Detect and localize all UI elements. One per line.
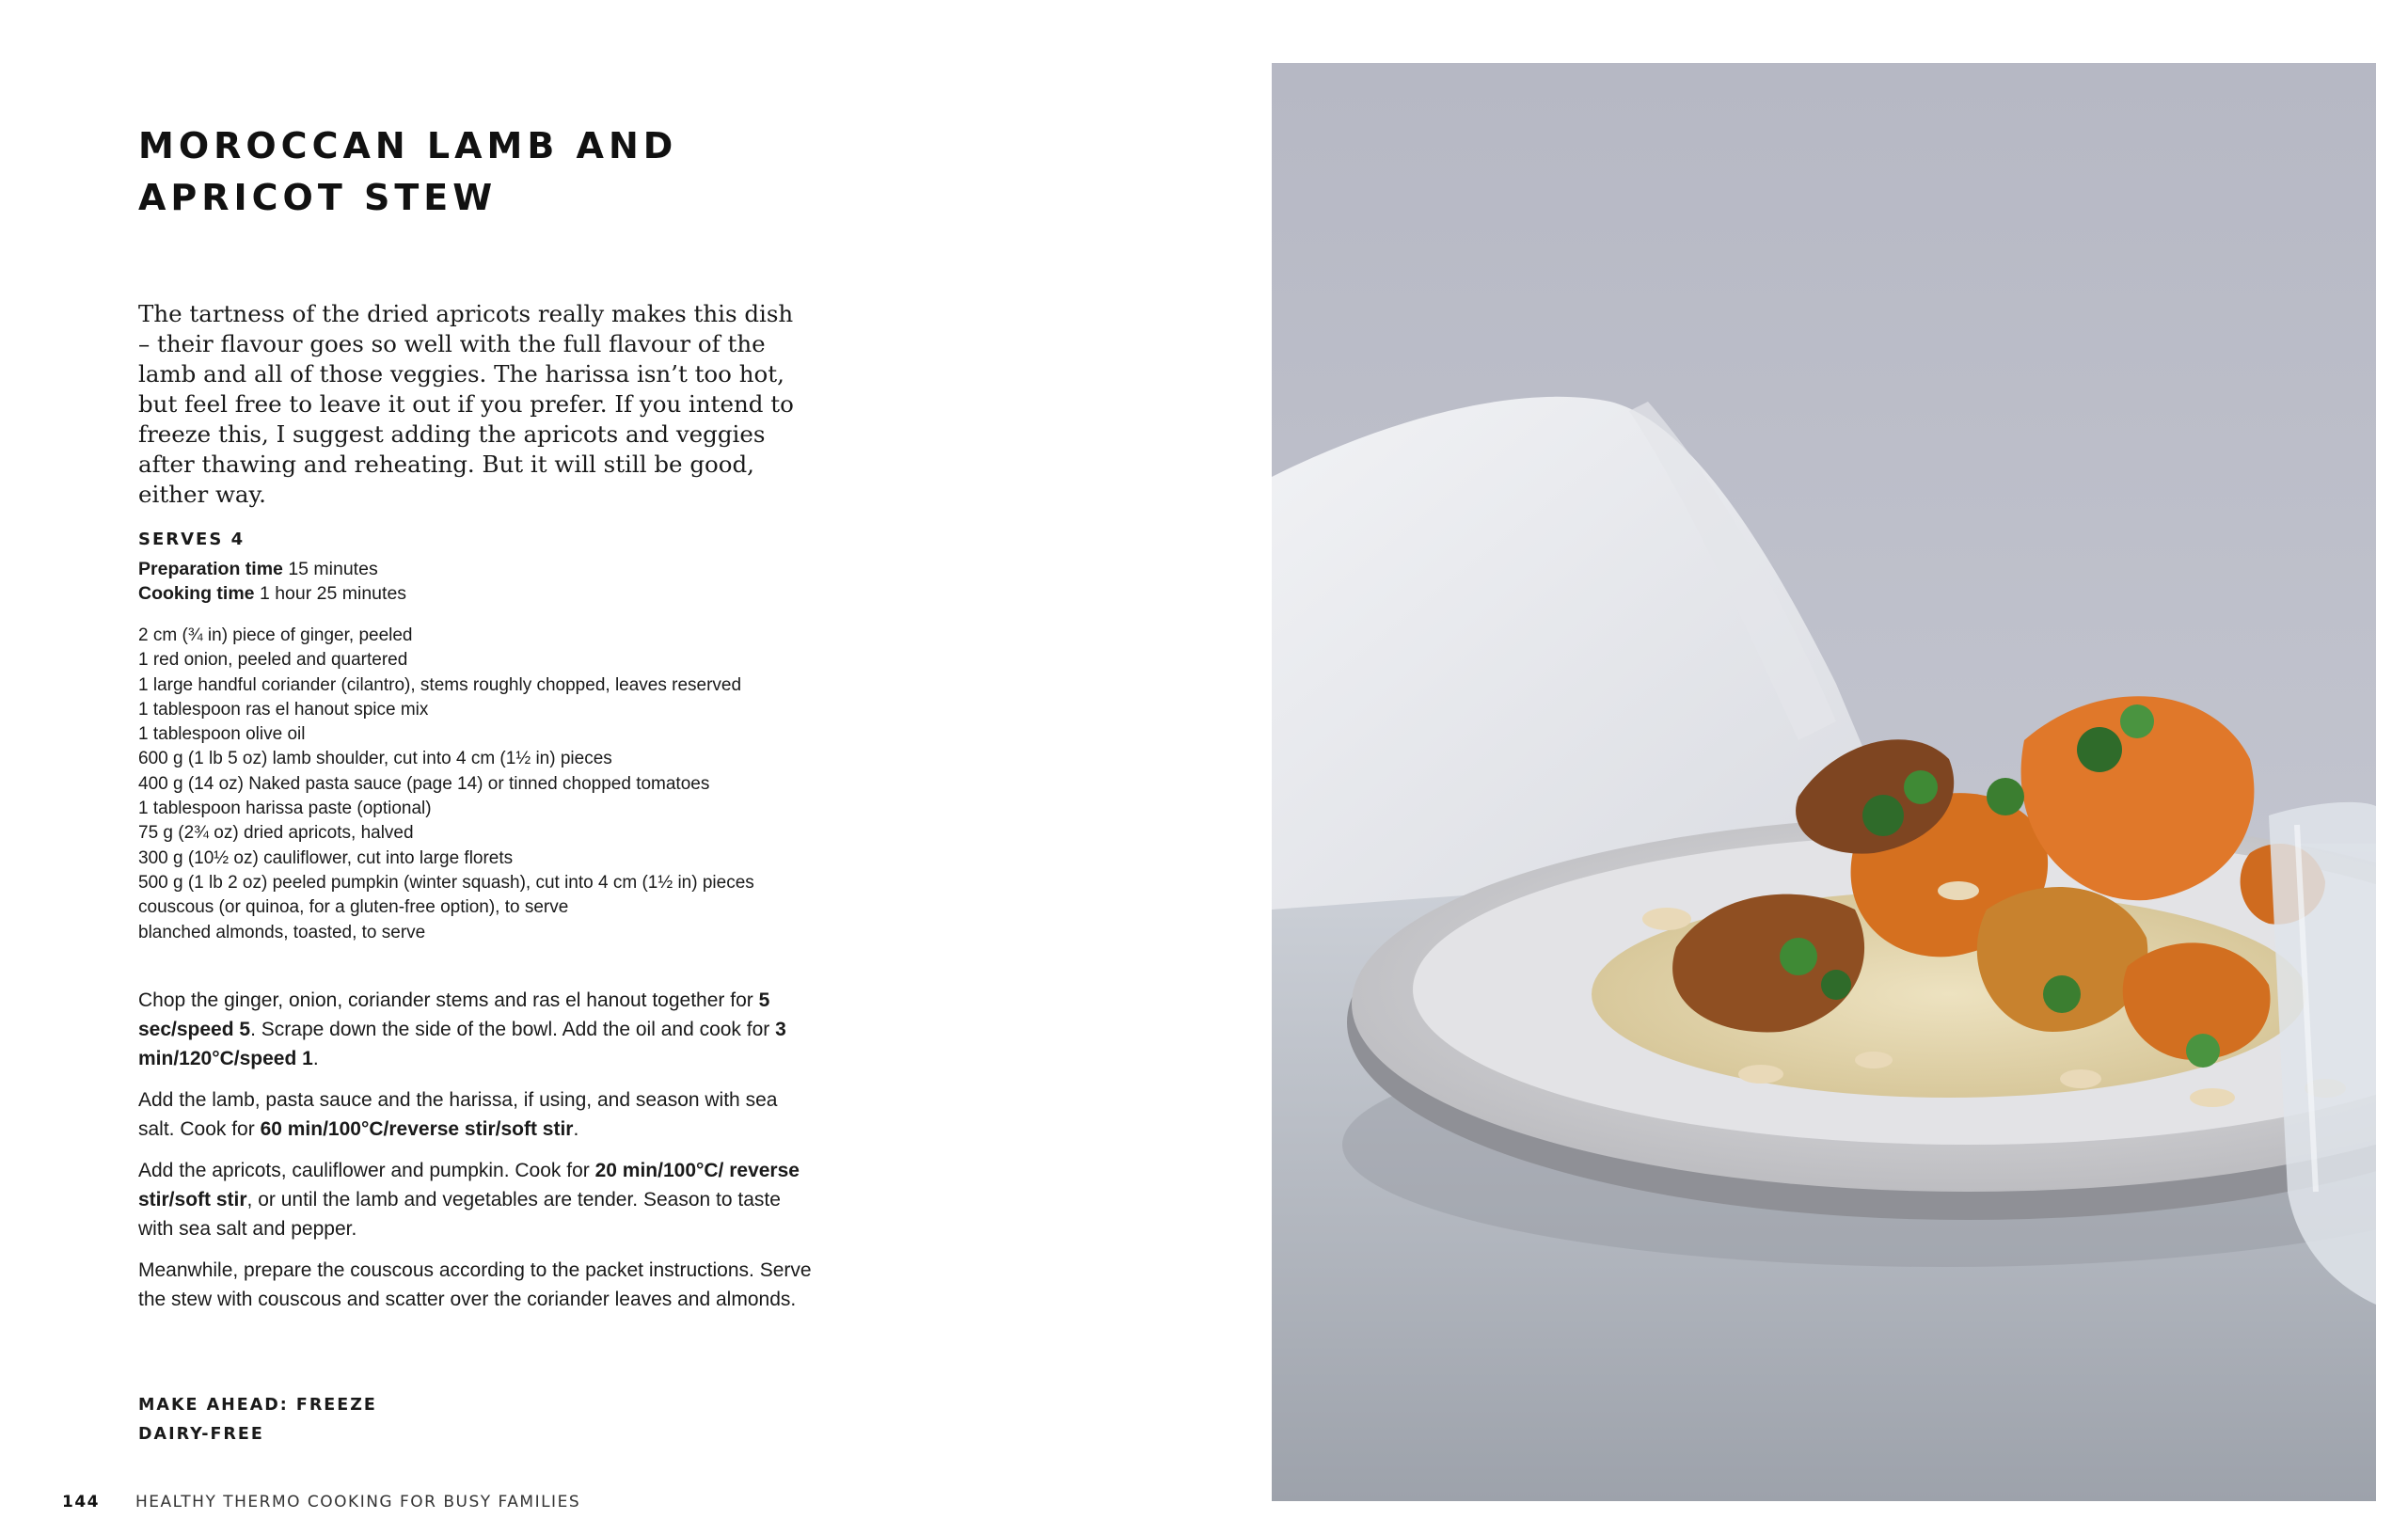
ingredient-item: 1 large handful coriander (cilantro), stems roughly chopped, leaves reserved xyxy=(138,674,742,695)
step-text: Add the lamb, pasta sauce and the harissa, if using, and season with sea salt. Cook for xyxy=(138,1089,778,1140)
ingredient-list xyxy=(138,624,754,945)
step-text: . Scrape down the side of the bowl. Add the oil and cook for xyxy=(250,1019,776,1040)
method-step-2 xyxy=(138,1085,816,1144)
ingredient-item: 1 red onion, peeled and quartered xyxy=(138,650,408,671)
recipe-notes xyxy=(138,1391,377,1449)
page-footer xyxy=(62,1493,580,1511)
method-step-3 xyxy=(138,1156,816,1243)
serves-label: SERVES 4 xyxy=(138,530,246,549)
note-dairy-free: DAIRY-FREE xyxy=(138,1425,264,1444)
ingredient-item: 300 g (10½ oz) cauliflower, cut into large florets xyxy=(138,847,514,868)
step-setting: 20 min/100°C/ reverse stir/soft stir xyxy=(138,1160,800,1211)
page-number: 144 xyxy=(62,1493,100,1511)
note-make-ahead: MAKE AHEAD: FREEZE xyxy=(138,1396,377,1415)
cook-time xyxy=(138,581,406,606)
method-step-1 xyxy=(138,986,816,1073)
ingredient-item: 75 g (2¾ oz) dried apricots, halved xyxy=(138,823,414,844)
recipe-photo xyxy=(1272,63,2376,1501)
cook-time-label: Cooking time xyxy=(138,583,255,604)
ingredient-item: 2 cm (¾ in) piece of ginger, peeled xyxy=(138,625,413,645)
ingredient-item: 1 tablespoon harissa paste (optional) xyxy=(138,799,432,819)
prep-time xyxy=(138,557,406,581)
ingredient-item: 600 g (1 lb 5 oz) lamb shoulder, cut into 4 cm (1½ in) pieces xyxy=(138,749,612,769)
method-steps xyxy=(138,986,816,1326)
ingredient-item: 500 g (1 lb 2 oz) peeled pumpkin (winter squash), cut into 4 cm (1½ in) pieces xyxy=(138,872,754,893)
step-setting: 3 min/120°C/speed 1 xyxy=(138,1019,786,1069)
step-text: , or until the lamb and vegetables are tender. Season to taste with sea salt and pepper. xyxy=(138,1189,781,1240)
step-setting: 5 sec/speed 5 xyxy=(138,989,770,1040)
book-title: HEALTHY THERMO COOKING FOR BUSY FAMILIES xyxy=(135,1493,581,1511)
ingredient-item: 1 tablespoon olive oil xyxy=(138,724,306,745)
recipe-intro: The tartness of the dried apricots really makes this dish – their flavour goes so well with the full flavour of the lamb and all of those veggies. The harissa isn’t too hot, but feel free to leave it out if you prefer. If you intend to freeze this, I suggest adding the apricots and veggies after thawing and reheating. But it will still be good, either way. xyxy=(138,300,794,508)
method-step-4: Meanwhile, prepare the couscous according to the packet instructions. Serve the stew with couscous and scatter over the coriander leaves and almonds. xyxy=(138,1259,812,1310)
ingredient-item: 1 tablespoon ras el hanout spice mix xyxy=(138,699,429,720)
ingredient-item: couscous (or quinoa, for a gluten-free option), to serve xyxy=(138,897,569,918)
recipe-title-line2: APRICOT STEW xyxy=(138,177,498,218)
prep-time-label: Preparation time xyxy=(138,559,283,579)
step-text: . xyxy=(312,1048,319,1069)
step-text: . xyxy=(573,1118,579,1140)
step-text: Add the apricots, cauliflower and pumpkin. Cook for xyxy=(138,1160,595,1181)
step-setting: 60 min/100°C/reverse stir/soft stir xyxy=(260,1118,574,1140)
recipe-title-line1: MOROCCAN LAMB AND xyxy=(138,125,678,166)
cook-time-value: 1 hour 25 minutes xyxy=(259,583,407,604)
prep-time-value: 15 minutes xyxy=(288,559,378,579)
stew-plate-image xyxy=(1272,63,2376,1501)
recipe-title xyxy=(138,120,677,224)
step-text: Chop the ginger, onion, coriander stems and ras el hanout together for xyxy=(138,989,759,1011)
ingredient-item: 400 g (14 oz) Naked pasta sauce (page 14) or tinned chopped tomatoes xyxy=(138,773,710,794)
recipe-times xyxy=(138,557,406,606)
ingredient-item: blanched almonds, toasted, to serve xyxy=(138,922,426,942)
